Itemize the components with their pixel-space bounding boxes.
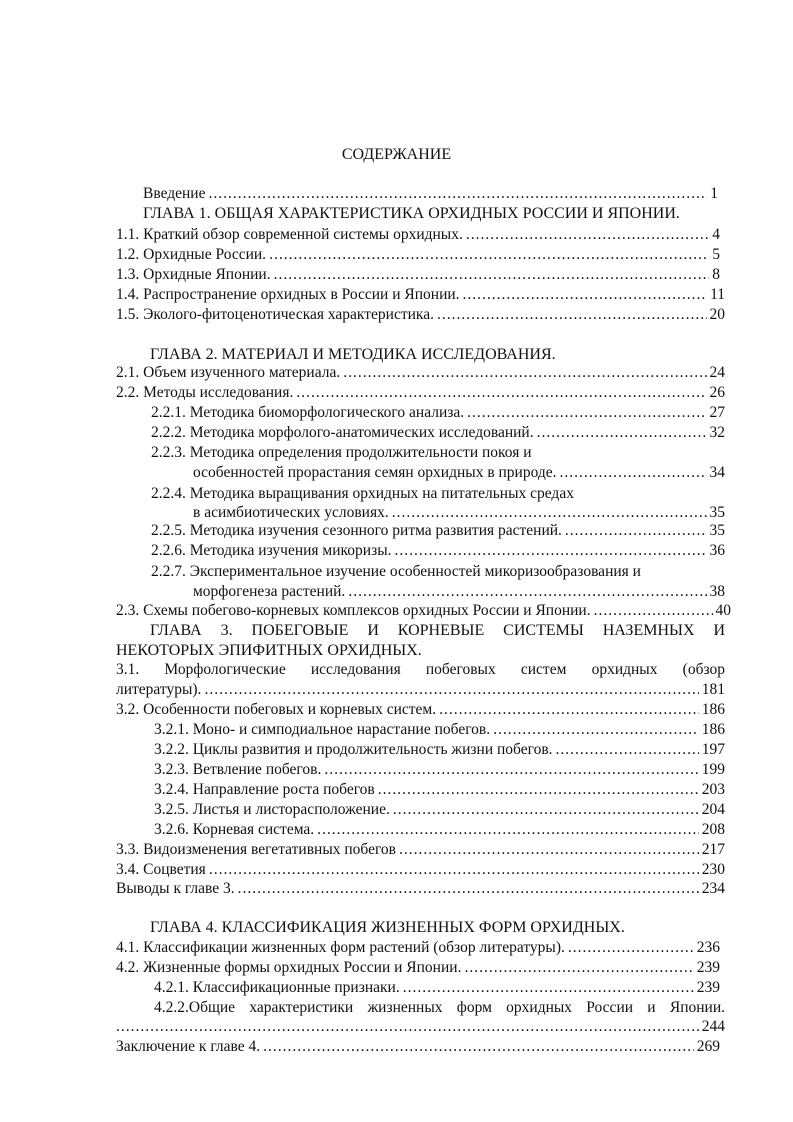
dot-leader	[209, 860, 699, 880]
toc-entry-label: 1.5. Эколого-фитоценотическая характеристика.	[116, 306, 434, 323]
toc-entry-label: особенностей прорастания семян орхидных в природе.	[193, 464, 557, 481]
toc-entry-page: 36	[709, 542, 725, 559]
toc-entry-page: 27	[709, 404, 725, 421]
toc-entry-label: 2.2. Методы исследования.	[116, 384, 294, 401]
toc-entry-label: Выводы к главе 3.	[116, 880, 235, 897]
toc-entry-label: 2.2.5. Методика изучения сезонного ритма развития растений.	[151, 522, 562, 539]
toc-entry-2-2-7[interactable]	[193, 582, 725, 602]
toc-entry-page: 20	[709, 306, 725, 323]
dot-leader	[238, 879, 699, 899]
toc-entry-label: 2.2.2. Методика морфолого-анатомических исследований.	[151, 424, 534, 441]
toc-entry-label: литературы).	[116, 681, 202, 698]
dot-leader	[403, 978, 694, 998]
dot-leader	[467, 403, 706, 423]
toc-entry-page: 32	[709, 424, 725, 441]
toc-entry-label: 3.2.3. Ветвление побегов.	[154, 761, 322, 778]
toc-entry-page: 5	[712, 246, 720, 263]
toc-entry-3-2-3[interactable]	[154, 760, 725, 780]
toc-entry-page: 34	[709, 464, 725, 481]
toc-entry-page: 269	[696, 1038, 720, 1055]
toc-entry-2-2-3-line1: 2.2.3. Методика определения продолжительности покоя и	[151, 444, 532, 461]
toc-entry-page: 26	[709, 384, 725, 401]
chapter-4-heading: ГЛАВА 4. КЛАССИФИКАЦИЯ ЖИЗНЕННЫХ ФОРМ ОРХИДНЫХ.	[150, 919, 625, 936]
dot-leader	[437, 305, 707, 325]
toc-entry-label: 3.2.5. Листья и листорасположение.	[154, 801, 390, 818]
toc-entry-3-4[interactable]	[116, 860, 725, 880]
toc-entry-label: морфогенеза растений.	[193, 583, 346, 600]
toc-entry-page: 199	[701, 761, 725, 778]
chapter-3-heading-line2: НЕКОТОРЫХ ЭПИФИТНЫХ ОРХИДНЫХ.	[116, 642, 422, 659]
toc-entry-4-2-2-line1: 4.2.2.Общие характеристики жизненных форм орхидных России и Японии.	[154, 999, 725, 1016]
dot-leader	[493, 720, 699, 740]
toc-entry-page: 8	[712, 266, 720, 283]
toc-entry-label: 3.2.4. Направление роста побегов	[154, 781, 375, 798]
dot-leader	[204, 680, 698, 700]
toc-entry-2-2-1[interactable]	[151, 403, 725, 423]
toc-entry-2-2-2[interactable]	[151, 423, 725, 443]
chapter-2-heading: ГЛАВА 2. МАТЕРИАЛ И МЕТОДИКА ИССЛЕДОВАНИЯ.	[150, 346, 556, 363]
dot-leader	[208, 184, 707, 204]
toc-entry-3-1-line1: 3.1. Морфологические исследования побеговых систем орхидных (обзор	[116, 661, 725, 678]
dot-leader	[399, 840, 699, 860]
dot-leader	[378, 780, 699, 800]
toc-entry-label: 2.1. Объем изученного материала.	[116, 364, 341, 381]
toc-entry-label: 3.3. Видоизменения вегетативных побегов	[116, 841, 396, 858]
toc-entry-page: 230	[701, 861, 725, 878]
toc-entry-4-2-2[interactable]	[116, 1017, 725, 1037]
toc-entry-page: 203	[701, 781, 725, 798]
toc-entry-1-2[interactable]	[116, 245, 720, 265]
toc-entry-3-2-2[interactable]	[154, 740, 725, 760]
toc-entry-1-3[interactable]	[116, 265, 720, 285]
dot-leader	[324, 760, 698, 780]
toc-entry-page: 208	[701, 821, 725, 838]
toc-entry-3-2-6[interactable]	[154, 820, 725, 840]
dot-leader	[274, 265, 710, 285]
toc-entry-4-2[interactable]	[116, 958, 720, 978]
dot-leader	[594, 601, 713, 621]
toc-entry-2-2-4[interactable]	[193, 503, 725, 523]
toc-entry-3-1[interactable]	[116, 680, 725, 700]
dot-leader	[317, 820, 699, 840]
dot-leader	[393, 800, 699, 820]
toc-entry-page: 1	[710, 185, 718, 202]
toc-entry-ch4-conclusion[interactable]	[116, 1037, 720, 1057]
toc-entry-2-2[interactable]	[116, 383, 725, 403]
toc-entry-label: 3.2.2. Циклы развития и продолжительность жизни побегов.	[154, 741, 553, 758]
dot-leader	[263, 1037, 694, 1057]
toc-entry-label: 1.3. Орхидные Японии.	[116, 266, 271, 283]
toc-entry-page: 217	[701, 841, 725, 858]
toc-entry-page: 24	[709, 364, 725, 381]
toc-entry-2-2-7-line1: 2.2.7. Экспериментальное изучение особенностей микоризообразования и	[151, 563, 641, 580]
toc-entry-label: в асимбиотических условиях.	[193, 504, 389, 521]
toc-entry-label: 3.2.1. Моно- и симподиальное нарастание побегов.	[154, 721, 491, 738]
dot-leader	[466, 225, 709, 245]
toc-entry-intro[interactable]	[143, 184, 718, 204]
toc-entry-page: 186	[701, 701, 725, 718]
toc-entry-page: 38	[709, 583, 725, 600]
toc-entry-page: 197	[701, 741, 725, 758]
toc-entry-label: Заключение к главе 4.	[116, 1038, 261, 1055]
toc-entry-page: 40	[715, 602, 731, 619]
toc-entry-label: 4.2. Жизненные формы орхидных России и Японии.	[116, 959, 462, 976]
chapter-1-heading: ГЛАВА 1. ОБЩАЯ ХАРАКТЕРИСТИКА ОРХИДНЫХ РОССИИ И ЯПОНИИ.	[143, 205, 680, 222]
toc-entry-3-2-1[interactable]	[154, 720, 725, 740]
dot-leader	[560, 463, 707, 483]
toc-entry-page: 236	[696, 939, 720, 956]
toc-entry-3-2-4[interactable]	[154, 780, 725, 800]
toc-entry-label: 3.4. Соцветия	[116, 861, 206, 878]
toc-entry-label: Введение	[143, 185, 206, 202]
toc-entry-label: 3.2. Особенности побеговых и корневых систем.	[116, 701, 437, 718]
toc-entry-label: 2.3. Схемы побегово-корневых комплексов орхидных России и Японии.	[116, 602, 591, 619]
toc-entry-label: 1.4. Распространение орхидных в России и Японии.	[116, 286, 460, 303]
toc-entry-page: 239	[696, 959, 720, 976]
dot-leader	[464, 958, 693, 978]
dot-leader	[343, 363, 706, 383]
toc-entry-2-2-6[interactable]	[151, 541, 725, 561]
toc-entry-3-2-5[interactable]	[154, 800, 725, 820]
toc-entry-1-4[interactable]	[116, 285, 725, 305]
dot-leader	[565, 521, 707, 541]
toc-entry-2-2-3[interactable]	[193, 463, 725, 483]
dot-leader	[439, 700, 699, 720]
toc-entry-4-1[interactable]	[116, 938, 720, 958]
dot-leader	[116, 1017, 699, 1037]
toc-entry-page: 239	[696, 979, 720, 996]
toc-entry-page: 234	[701, 880, 725, 897]
toc-entry-2-2-4-line1: 2.2.4. Методика выращивания орхидных на питательных средах	[151, 485, 574, 502]
chapter-3-heading-line1: ГЛАВА 3. ПОБЕГОВЫЕ И КОРНЕВЫЕ СИСТЕМЫ НАЗЕМНЫХ И	[150, 622, 725, 639]
toc-entry-label: 2.2.6. Методика изучения микоризы.	[151, 542, 392, 559]
toc-entry-label: 4.1. Классификации жизненных форм растений (обзор литературы).	[116, 939, 565, 956]
toc-entry-page: 181	[701, 681, 725, 698]
dot-leader	[392, 503, 707, 523]
dot-leader	[556, 740, 699, 760]
toc-entry-label: 2.2.1. Методика биоморфологического анализа.	[151, 404, 465, 421]
dot-leader	[463, 285, 708, 305]
dot-leader	[537, 423, 707, 443]
dot-leader	[568, 938, 694, 958]
dot-leader	[394, 541, 706, 561]
toc-entry-page: 186	[701, 721, 725, 738]
toc-entry-1-1[interactable]	[116, 225, 720, 245]
toc-entry-page: 11	[710, 286, 725, 303]
toc-entry-3-2[interactable]	[116, 700, 725, 720]
dot-leader	[269, 245, 709, 265]
toc-entry-label: 4.2.1. Классификационные признаки.	[154, 979, 400, 996]
page-title: СОДЕРЖАНИЕ	[341, 146, 452, 163]
toc-entry-label: 1.1. Краткий обзор современной системы орхидных.	[116, 226, 463, 243]
toc-entry-4-2-1[interactable]	[154, 978, 720, 998]
toc-entry-1-5[interactable]	[116, 305, 725, 325]
toc-entry-3-3[interactable]	[116, 840, 725, 860]
toc-entry-2-1[interactable]	[116, 363, 725, 383]
dot-leader	[296, 383, 706, 403]
toc-entry-2-3[interactable]	[116, 601, 731, 621]
toc-entry-ch3-conclusions[interactable]	[116, 879, 725, 899]
toc-entry-page: 35	[709, 504, 725, 521]
toc-entry-page: 204	[701, 801, 725, 818]
toc-entry-label: 1.2. Орхидные России.	[116, 246, 267, 263]
toc-entry-page: 4	[712, 226, 720, 243]
toc-entry-label: 3.2.6. Корневая система.	[154, 821, 315, 838]
toc-entry-2-2-5[interactable]	[151, 521, 725, 541]
toc-entry-page: 244	[701, 1018, 725, 1035]
toc-entry-page: 35	[709, 522, 725, 539]
dot-leader	[348, 582, 706, 602]
